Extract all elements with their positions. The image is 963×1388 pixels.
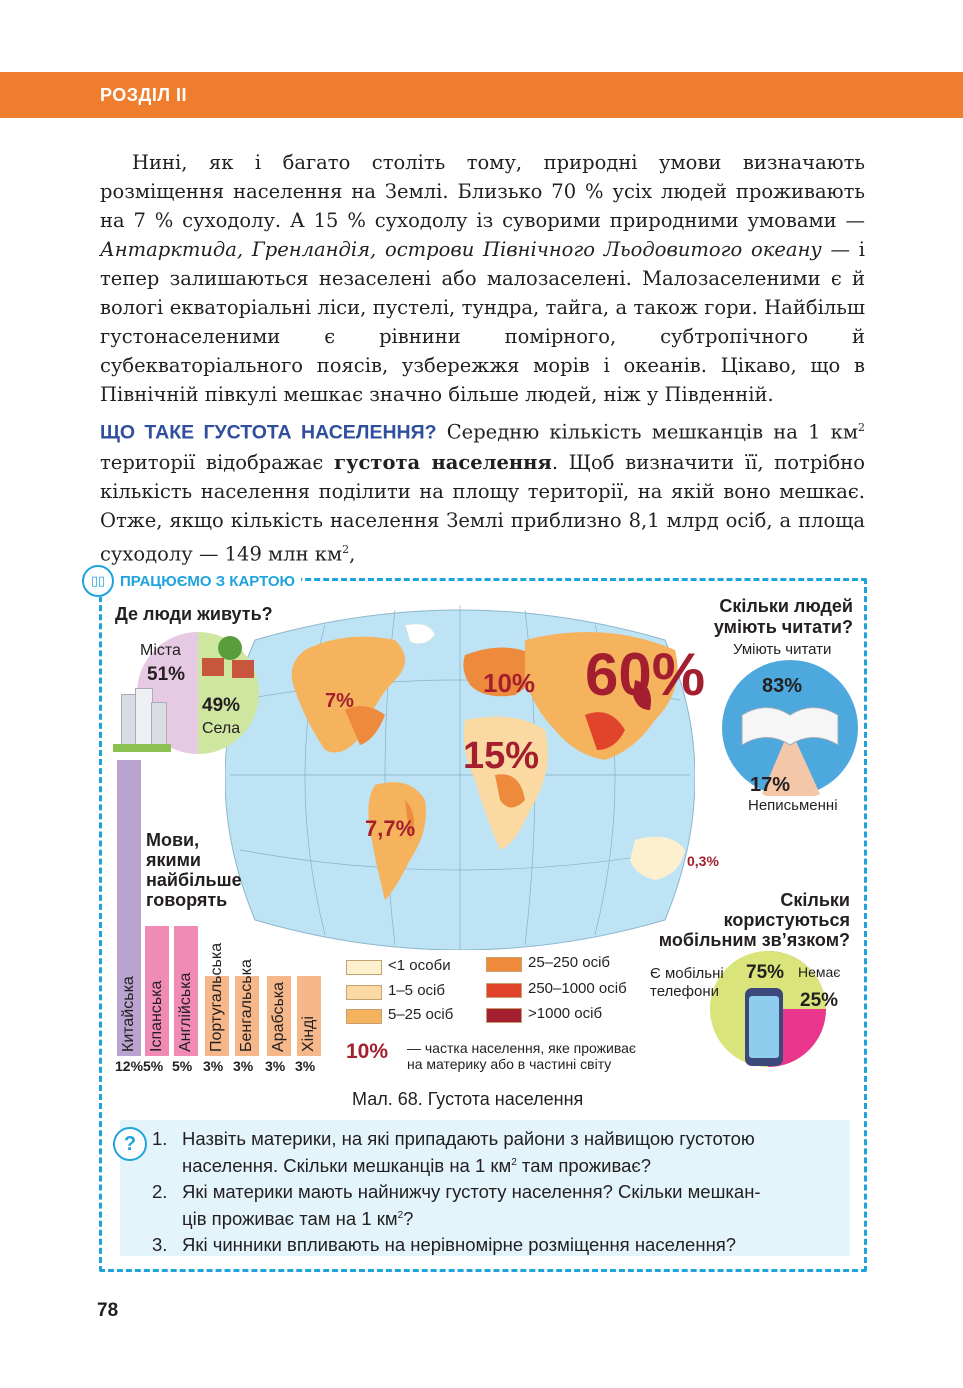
legend-swatch-4	[486, 957, 522, 972]
language-pct: 3%	[233, 1058, 254, 1074]
can-read-label: Уміють читати	[733, 641, 832, 658]
literacy-title-line1: Скільки людей	[719, 596, 853, 616]
language-pct: 5%	[143, 1058, 164, 1074]
languages-title-line: Мови,	[146, 830, 200, 850]
languages-title-line: говорять	[146, 890, 228, 910]
superscript: 2	[397, 1210, 404, 1222]
superscript: 2	[511, 1157, 517, 1168]
question-number: 2.	[152, 1181, 168, 1203]
legend-label-4: 25–250 осіб	[528, 954, 610, 971]
has-phone-label	[650, 965, 724, 1001]
illiterate-pct: 17%	[750, 774, 791, 796]
literacy-title	[680, 596, 853, 638]
cities-pct: 51%	[147, 664, 186, 685]
has-phone-label-line2: телефони	[650, 983, 719, 1000]
legend-label-5: 250–1000 осіб	[528, 980, 627, 997]
language-pct: 3%	[265, 1058, 286, 1074]
illiterate-label: Неписьменні	[748, 797, 838, 814]
paragraph-intro	[100, 148, 865, 409]
legend-swatch-1	[346, 960, 382, 975]
legend-swatch-6	[486, 1008, 522, 1023]
para1-text-b: — і тепер залишаються незаселені або малозаселені. Малозаселеними є й вологі екваторіальні ліси, пустелі, тундра, тайга, а також гори. Найбільш густонаселеними є рівнини помірного, субтропічного й субекваторіального поясів, узбережжя морів і океанів. Цікаво, що в Північній півкулі мешкає значно більше людей, ніж у Південній.	[100, 238, 866, 406]
legend-label-2: 1–5 осіб	[388, 982, 445, 999]
where-title: Де люди живуть?	[115, 604, 273, 624]
question-1	[152, 1127, 842, 1178]
map-label-africa: 15%	[463, 735, 540, 777]
map-book-icon: ▯▯	[82, 565, 114, 597]
legend-pct-example: 10%	[346, 1040, 389, 1063]
map-label-south-america: 7,7%	[365, 816, 416, 841]
language-pct: 12%	[115, 1058, 144, 1074]
frame-title-label: ПРАЦЮЄМО З КАРТОЮ	[120, 572, 296, 590]
legend-swatch-5	[486, 983, 522, 998]
legend-note	[407, 1040, 636, 1072]
no-phone-pct: 25%	[800, 990, 839, 1011]
para2-text-b: території відображає	[100, 450, 335, 474]
question-3-text: Які чинники впливають на нерівномірне розміщення населення?	[182, 1234, 737, 1256]
question-1-end: там проживає?	[516, 1155, 652, 1177]
para1-italic: Антарктида, Гренландія, острови Північного Льодовитого океану	[100, 238, 822, 261]
has-phone-label-line1: Є мобільні	[650, 965, 724, 982]
no-phone-label: Немає	[798, 964, 841, 980]
map-label-europe: 10%	[483, 668, 536, 698]
mobile-title-line1: Скільки	[780, 890, 850, 910]
mobile-title-line2: користуються	[723, 910, 850, 930]
figure-caption: Мал. 68. Густота населення	[352, 1089, 584, 1109]
language-pct: 3%	[203, 1058, 224, 1074]
legend-label-6: >1000 осіб	[528, 1005, 603, 1022]
legend-swatch-2	[346, 985, 382, 1000]
language-name: Іспанська	[148, 980, 165, 1052]
question-mark-icon: ?	[113, 1127, 147, 1161]
legend-label-1: <1 особи	[388, 957, 451, 974]
language-pct: 3%	[295, 1058, 316, 1074]
villages-label: Села	[202, 720, 241, 737]
superscript: 2	[858, 421, 865, 434]
villages-pct: 49%	[202, 695, 241, 716]
language-name: Арабська	[270, 981, 287, 1052]
question-2-line1: Які материки мають найнижчу густоту населення? Скільки мешкан-	[182, 1181, 761, 1203]
question-2	[152, 1180, 842, 1231]
smartphone-icon	[745, 988, 783, 1066]
density-heading: ЩО ТАКЕ ГУСТОТА НАСЕЛЕННЯ?	[100, 421, 437, 444]
can-read-pct: 83%	[762, 675, 803, 697]
questions-list	[152, 1127, 842, 1259]
map-label-australia: 0,3%	[687, 853, 719, 869]
language-pct: 5%	[172, 1058, 193, 1074]
legend-label-3: 5–25 осіб	[388, 1006, 454, 1023]
mobile-title-line3: мобільним зв’язком?	[658, 930, 850, 950]
language-name: Китайська	[120, 976, 137, 1052]
question-3	[152, 1233, 842, 1257]
language-name: Хінді	[300, 1016, 317, 1052]
question-2-end: ?	[403, 1208, 414, 1230]
map-label-asia: 60%	[585, 641, 706, 708]
language-name: Португальська	[208, 942, 225, 1052]
legend-swatch-3	[346, 1009, 382, 1024]
literacy-title-line2: уміють читати?	[713, 617, 853, 637]
cities-label: Міста	[140, 642, 181, 659]
has-phone-pct: 75%	[746, 962, 785, 983]
mobile-title	[630, 890, 850, 950]
question-2-text: ців проживає там на 1 км	[182, 1208, 398, 1230]
language-name: Англійська	[177, 972, 194, 1052]
languages-title-line: найбільше	[146, 870, 242, 890]
question-number: 3.	[152, 1234, 168, 1256]
section-header	[0, 72, 963, 118]
paragraph-density	[100, 413, 865, 568]
section-title: РОЗДІЛ II	[100, 85, 188, 105]
para1-text-a: Нині, як і багато століть тому, природні умови визначають розміщення населення на Землі. Близько 70 % усіх людей проживають на 7 % суходолу. А 15 % суходолу із суворими природними умовами —	[100, 151, 865, 232]
question-1-line1: Назвіть материки, на які припадають райони з найвищою густотою	[182, 1128, 755, 1149]
question-1-line2	[182, 1151, 842, 1178]
page-number: 78	[97, 1300, 119, 1321]
city-buildings-icon	[113, 688, 171, 752]
question-2-line2	[182, 1204, 842, 1231]
para2-bold-term: густота населення	[334, 450, 552, 474]
legend-note-line2: на материку або в частині світу	[407, 1056, 612, 1072]
question-1-text: населення. Скільки мешканців на 1 км	[182, 1155, 512, 1177]
question-number: 1.	[152, 1128, 168, 1149]
legend-note-line1: — частка населення, яке проживає	[407, 1040, 637, 1056]
para2-text-c: . Щоб визначити її, потрібно кількість населення поділити на площу території, на якій воно мешкає. Отже, якщо кількість населення Землі приблизно 8,1 млрд осіб, а площа суходолу — 149 млн км	[100, 450, 866, 565]
para2-text-d: ,	[349, 542, 356, 565]
frame-title	[80, 565, 301, 597]
languages-title-line: якими	[146, 850, 201, 870]
map-label-north-america: 7%	[325, 690, 354, 712]
languages-chart	[113, 760, 333, 1078]
superscript: 2	[342, 542, 350, 556]
village-houses-icon	[200, 636, 258, 684]
language-name: Бенгальська	[238, 959, 255, 1052]
para2-text-a: Середню кількість мешканців на 1 км	[436, 420, 858, 444]
